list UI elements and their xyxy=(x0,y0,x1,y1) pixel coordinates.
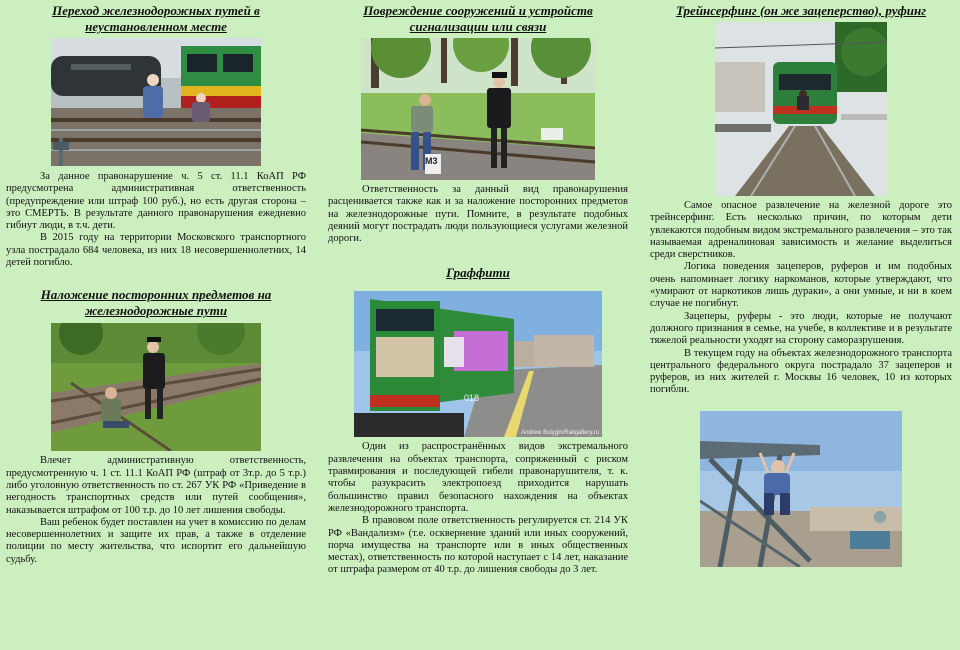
trainsurfing-paragraph-4: В текущем году на объектах железнодорожного транспорта центрального федерального округа пострадало 37 зацеперов и руферов, из них жителей г. Москвы 16 человек, 10 из которых погибли. xyxy=(650,347,952,396)
roofing-photo xyxy=(700,411,902,567)
graffiti-title: Граффити xyxy=(446,265,510,281)
damage-photo xyxy=(361,38,595,180)
column-left xyxy=(6,0,306,566)
objects-paragraph-1: Влечет административную ответственность, предусмотренную ч. 1 ст. 11.1 КоАП РФ (штраф от 3т.р. до 5 т.р.) либо уголовную ответственность по ст. 267 УК РФ «Приведение в негодность транспортных средств или путей сообщения», наказывается штрафом от 100 т.р. до 10 лет лишения свободы. xyxy=(6,455,306,516)
graffiti-paragraph-1: Один из распространённых видов экстремального развлечения на объектах транспорта, сопряженный с риском травмирования и последующей гибели правонарушителя, т. к. чтобы разукрасить электропоезд приходится нарушать большинство правил безопасного нахождения на объектах железнодорожного транспорта. xyxy=(328,441,628,514)
trainsurfing-paragraph-1: Самое опасное развлечение на железной дороге это трейнсерфинг. Есть несколько причин, по которым дети увлекаются подобным видом экстремального развлечения – это так называемая адреналиновая зависимость и желание выделиться среди сверстников. xyxy=(650,200,952,261)
column-middle xyxy=(328,0,628,577)
damage-title: Повреждение сооружений и устройств сигнализации или связи xyxy=(363,3,593,34)
trainsurfing-photo xyxy=(715,22,887,196)
graffiti-paragraph-2: В правовом поле ответственность регулируется ст. 214 УК РФ «Вандализм» (т.е. осквернение зданий или иных сооружений, порча имущества на транспорте или в иных общественных местах), ответственность по которой наступает с 14 лет, наказание от штрафа размером от 40 т.р. до лишения свободы до 3 лет. xyxy=(328,515,628,576)
trainsurfing-title: Трейнсерфинг (он же зацеперство), руфинг xyxy=(675,3,927,18)
sign-label: М3 xyxy=(425,156,438,166)
column-right xyxy=(650,0,952,567)
crossing-title: Переход железнодорожных путей в неустановленном месте xyxy=(52,3,260,34)
objects-photo xyxy=(51,323,261,451)
objects-title: Наложение посторонних предметов на железнодорожные пути xyxy=(40,287,272,319)
train-plate: 018 xyxy=(464,393,480,404)
trainsurfing-paragraph-2: Логика поведения зацеперов, руферов и им подобных очень напоминает логику наркоманов, которые утверждают, что «умирают от наркотиков лишь дураки», а они умные, и ни в коем случае не погибнут. xyxy=(650,261,952,310)
crossing-paragraph-1: За данное правонарушение ч. 5 ст. 11.1 КоАП РФ предусмотрена административная ответственность (предупреждение или штраф 100 руб.), но есть другая сторона – это СМЕРТЬ. В результате данного правонарушения ежедневно гибнут люди, в т.ч. дети. xyxy=(6,171,306,232)
graffiti-photo-caption: Andrew Bulygin/Railgallery.ru xyxy=(521,430,599,437)
graffiti-photo xyxy=(354,291,602,437)
crossing-paragraph-2: В 2015 году на территории Московского транспортного узла пострадало 684 человека, из них 18 несовершеннолетних, 14 детей погибло. xyxy=(6,232,306,269)
trainsurfing-paragraph-3: Зацеперы, руферы - это люди, которые не получают должного признания в семье, на учебе, в коллективе и в результате тяжелой реальности уходят на сторону саморазрушения. xyxy=(650,310,952,347)
damage-paragraph-1: Ответственность за данный вид правонарушения расценивается также как и за наложение посторонних предметов на железнодорожные пути. Помните, в результате подобных деяний могут пострадать люди пользующиеся услугами железной дороги. xyxy=(328,184,628,245)
objects-paragraph-2: Ваш ребенок будет поставлен на учет в комиссию по делам несовершеннолетних и защите их прав, а также в отделение полиции по месту жительства, что испортит его дальнейшую судьбу. xyxy=(6,516,306,565)
crossing-photo xyxy=(51,38,261,166)
